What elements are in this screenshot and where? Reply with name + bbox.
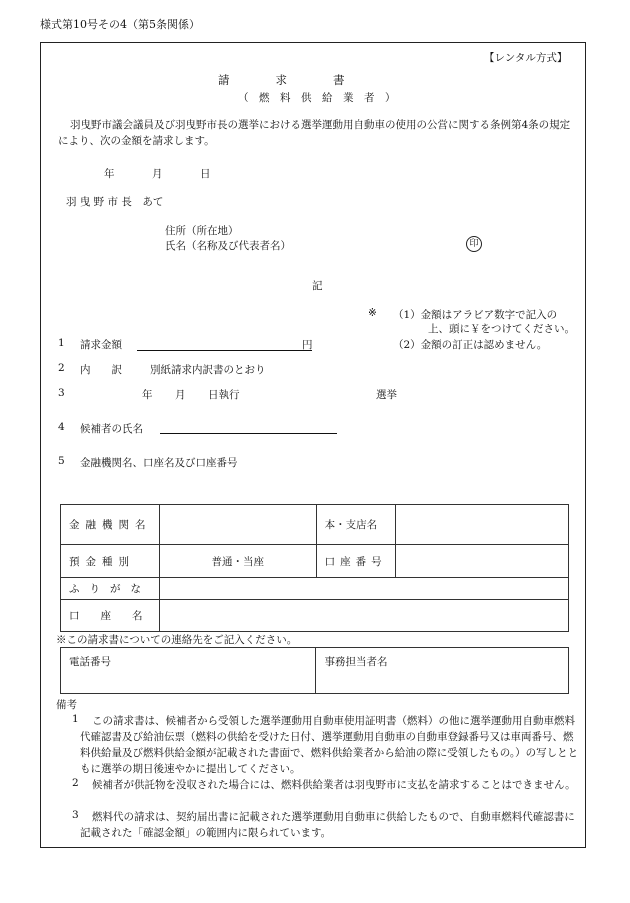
account-name-label: 口 座 名	[61, 600, 160, 632]
item2-number: 2	[58, 362, 65, 374]
item3-number: 3	[58, 387, 65, 399]
remark-3-text: 燃料代の請求は、契約届出書に記載された選挙運動用自動車に供給したもので、自動車燃料代確認書に記載された「確認金額」の範囲内に限られています。	[80, 811, 575, 839]
date-year: 年	[104, 168, 115, 180]
item3-month: 月	[175, 389, 186, 401]
page-subtitle: （ 燃 料 供 給 業 者 ）	[238, 92, 396, 104]
date-day: 日	[200, 168, 211, 180]
remarks-heading: 備考	[56, 699, 77, 711]
item2-value: 別紙請求内訳書のとおり	[150, 364, 266, 376]
amount-field[interactable]	[137, 350, 312, 351]
item4-label: 候補者の氏名	[80, 423, 143, 435]
furigana-label: ふりがな	[61, 578, 160, 600]
ki-heading: 記	[312, 280, 323, 292]
contact-table	[60, 647, 569, 694]
item3-election: 選挙	[376, 389, 397, 401]
date-month: 月	[152, 168, 163, 180]
person-field[interactable]: 事務担当者名	[316, 648, 569, 694]
deposit-type-value[interactable]: 普通・当座	[159, 545, 316, 578]
remark-2-number: 2	[72, 777, 79, 789]
account-name-field[interactable]	[159, 600, 568, 632]
addressee: 羽 曳 野 市 長 あて	[66, 196, 164, 208]
rental-tag: 【レンタル方式】	[484, 52, 568, 64]
branch-label: 本・支店名	[316, 505, 395, 545]
notice-line1: （1）金額はアラビア数字で記入の	[393, 309, 558, 321]
phone-field[interactable]: 電話番号	[61, 648, 316, 694]
account-number-label: 口座番号	[316, 545, 395, 578]
remark-1-text: この請求書は、候補者から受領した選挙運動用自動車使用証明書（燃料）の他に選挙運動用自動車燃料代確認書及び給油伝票（燃料の供給を受けた日付、選挙運動用自動車の自動車登録番号又は車両番号、燃料供給量及び燃料供給金額が記載された書面で、燃料供給業者から給油の際に受領したもの。）の写しとともに選挙の期日後速やかに提出してください。	[80, 715, 579, 775]
item4-number: 4	[58, 421, 65, 433]
intro-paragraph: 羽曳野市議会議員及び羽曳野市長の選挙における選挙運動用自動車の使用の公営に関する条例第4条の規定により、次の金額を請求します。	[58, 119, 571, 147]
item5-label: 金融機関名、口座名及び口座番号	[80, 457, 238, 469]
address-label: 住所（所在地）	[165, 225, 239, 237]
notice-line1b: 上、頭に￥をつけてください。	[428, 323, 575, 335]
furigana-field[interactable]	[159, 578, 568, 600]
name-label: 氏名（名称及び代表者名）	[165, 240, 291, 252]
page-title: 請 求 書	[218, 73, 345, 87]
account-number-field[interactable]	[395, 545, 568, 578]
notice-mark: ※	[368, 307, 377, 319]
remark-3-number: 3	[72, 809, 79, 821]
item5-number: 5	[58, 455, 65, 467]
branch-field[interactable]	[395, 505, 568, 545]
bank-table	[60, 504, 569, 632]
item2-label: 内 訳	[80, 364, 122, 376]
form-number: 様式第10号その4（第5条関係）	[40, 18, 200, 31]
item1-unit: 円	[302, 339, 313, 351]
bank-name-label: 金融機関名	[61, 505, 160, 545]
bank-name-field[interactable]	[159, 505, 316, 545]
candidate-name-field[interactable]	[160, 433, 337, 434]
remark-1-number: 1	[72, 713, 79, 725]
contact-note: ※この請求書についての連絡先をご記入ください。	[56, 634, 298, 646]
deposit-type-label: 預金種別	[61, 545, 160, 578]
seal-icon: 印	[466, 236, 482, 252]
item3-year: 年	[142, 389, 153, 401]
item1-label: 請求金額	[80, 339, 122, 351]
remark-2-text: 候補者が供託物を没収された場合には、燃料供給業者は羽曳野市に支払を請求することはできません。	[92, 779, 576, 791]
notice-line2: （2）金額の訂正は認めません。	[393, 339, 548, 351]
item1-number: 1	[58, 337, 65, 349]
item3-day: 日執行	[208, 389, 240, 401]
